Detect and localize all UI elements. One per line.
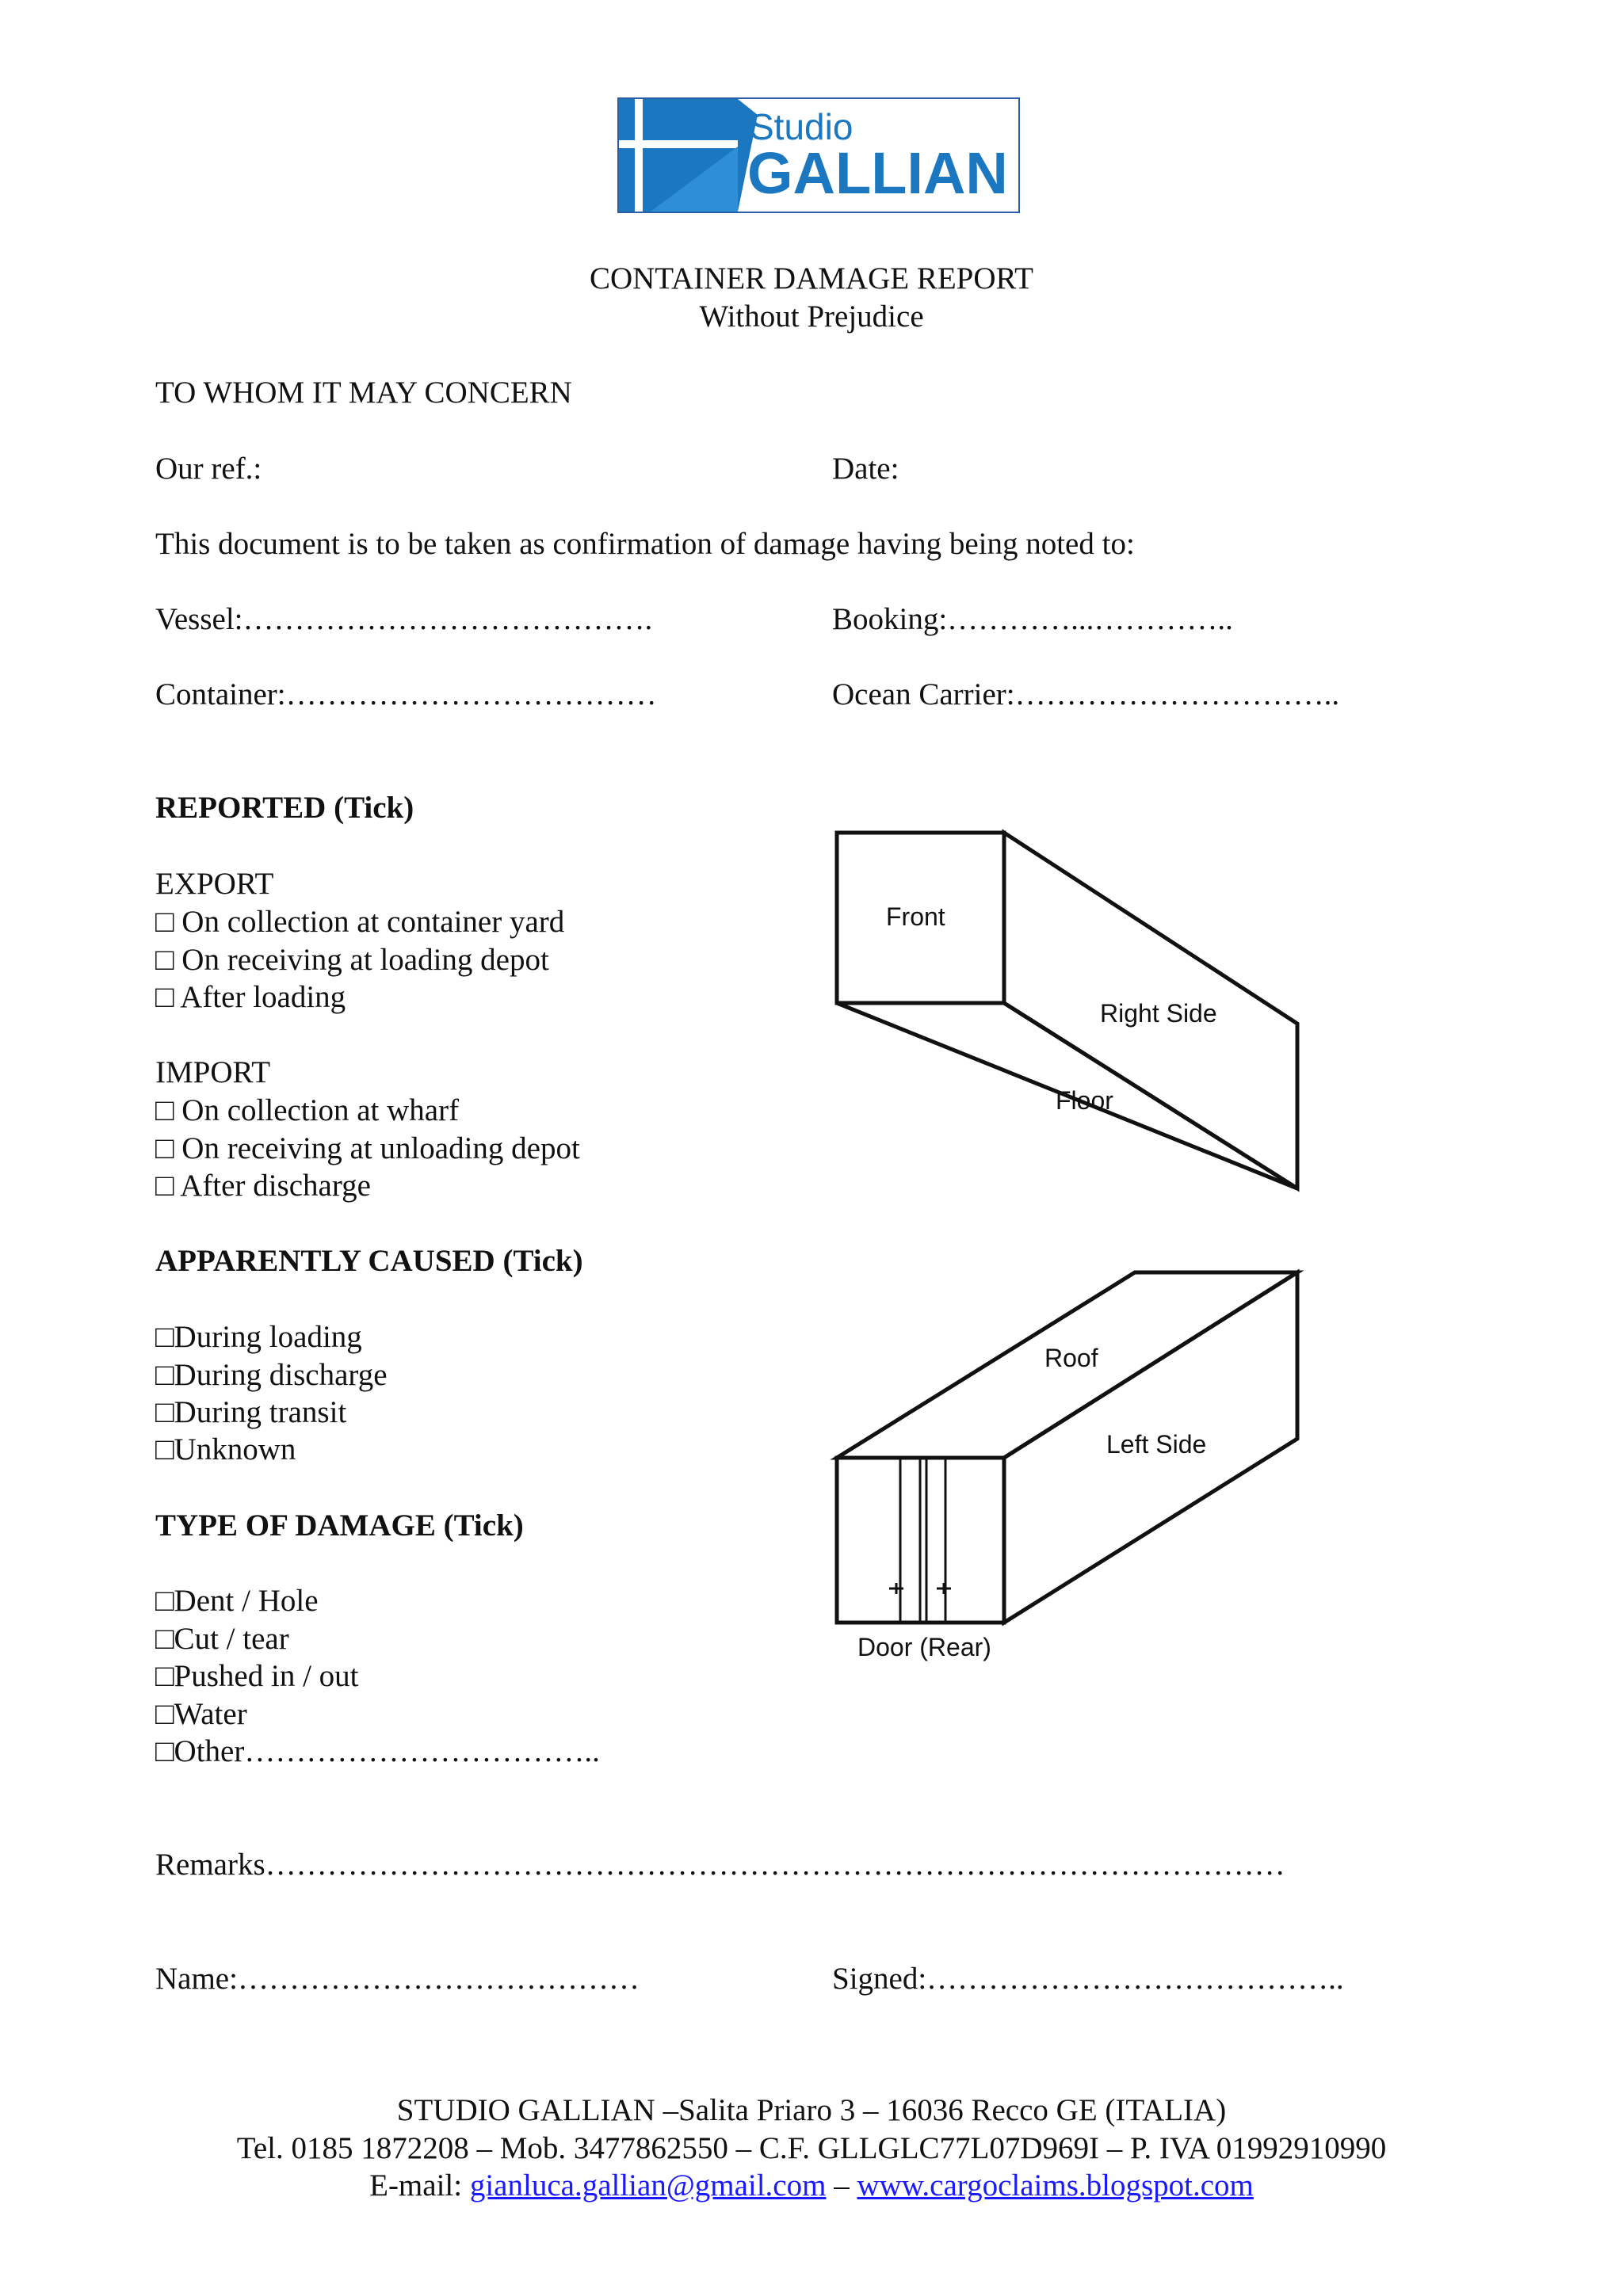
checkbox-other[interactable]: □Other…………………………….. — [155, 1734, 600, 1768]
ocean-carrier-field[interactable]: Ocean Carrier:………………………….. — [832, 677, 1340, 711]
our-ref-field[interactable]: Our ref.: — [155, 452, 262, 486]
reported-heading-label: REPORTED — [155, 791, 327, 825]
remarks-field[interactable]: Remarks……………………………………………………………………………………… — [155, 1848, 1285, 1882]
checkbox-import-collection[interactable]: □ On collection at wharf — [155, 1093, 460, 1127]
label-floor: Floor — [1056, 1086, 1113, 1115]
checkbox-unknown[interactable]: □Unknown — [155, 1432, 296, 1466]
intro-text: This document is to be taken as confirmation of damage having being noted to: — [155, 527, 1135, 561]
date-field[interactable]: Date: — [832, 452, 899, 486]
checkbox-during-loading[interactable]: □During loading — [155, 1320, 362, 1354]
checkbox-dent-hole[interactable]: □Dent / Hole — [155, 1584, 319, 1618]
website-link[interactable]: www.cargoclaims.blogspot.com — [857, 2168, 1254, 2203]
checkbox-during-discharge[interactable]: □During discharge — [155, 1358, 388, 1392]
logo-gallian-text: GALLIAN — [747, 140, 1008, 206]
label-door-rear: Door (Rear) — [857, 1633, 991, 1661]
report-subtitle: Without Prejudice — [699, 299, 924, 334]
diagram-door-details — [889, 1458, 951, 1623]
checkbox-cut-tear[interactable]: □Cut / tear — [155, 1622, 289, 1656]
checkbox-export-receiving[interactable]: □ On receiving at loading depot — [155, 943, 549, 977]
damage-heading — [155, 1507, 524, 1545]
checkbox-pushed[interactable]: □Pushed in / out — [155, 1659, 359, 1693]
report-title: CONTAINER DAMAGE REPORT — [589, 261, 1034, 296]
checkbox-import-receiving[interactable]: □ On receiving at unloading depot — [155, 1131, 580, 1165]
damage-tick-label: (Tick) — [435, 1508, 524, 1543]
damage-heading-label: TYPE OF DAMAGE — [155, 1508, 436, 1543]
label-front: Front — [886, 902, 945, 931]
export-label: EXPORT — [155, 867, 274, 901]
checkbox-during-transit[interactable]: □During transit — [155, 1395, 347, 1429]
label-roof: Roof — [1044, 1344, 1098, 1372]
import-label: IMPORT — [155, 1055, 271, 1089]
checkbox-export-after-loading[interactable]: □ After loading — [155, 980, 346, 1014]
footer-contacts: Tel. 0185 1872208 – Mob. 3477862550 – C.F. GLLGLC77L07D969I – P. IVA 01992910990 — [236, 2131, 1387, 2165]
footer-address: STUDIO GALLIAN –Salita Priaro 3 – 16036 Recco GE (ITALIA) — [396, 2093, 1227, 2127]
signed-field[interactable]: Signed:………………………………….. — [832, 1962, 1344, 1996]
reported-tick-label: (Tick) — [326, 791, 414, 825]
caused-heading — [155, 1242, 583, 1280]
checkbox-export-collection[interactable]: □ On collection at container yard — [155, 905, 565, 939]
footer-email-prefix: E-mail: — [369, 2168, 470, 2203]
checkbox-water[interactable]: □Water — [155, 1697, 247, 1731]
logo-studio-text: Studio — [750, 106, 854, 147]
container-field[interactable]: Container:……………………………… — [155, 677, 657, 711]
footer-links — [0, 2167, 1623, 2205]
salutation: TO WHOM IT MAY CONCERN — [155, 376, 572, 410]
vessel-field[interactable]: Vessel:…………………………………. — [155, 602, 653, 636]
checkbox-import-after-discharge[interactable]: □ After discharge — [155, 1169, 371, 1203]
label-left-side: Left Side — [1106, 1430, 1207, 1459]
booking-field[interactable]: Booking:…………...………….. — [832, 602, 1233, 636]
studio-gallian-logo — [617, 97, 1020, 213]
email-link[interactable]: gianluca.gallian@gmail.com — [469, 2168, 827, 2203]
footer-separator: – — [826, 2168, 857, 2203]
label-right-side: Right Side — [1100, 999, 1217, 1028]
container-diagrams — [824, 824, 1316, 1680]
caused-tick-label: (Tick) — [495, 1244, 583, 1278]
caused-heading-label: APPARENTLY CAUSED — [155, 1244, 495, 1278]
name-field[interactable]: Name:………………………………… — [155, 1962, 640, 1996]
reported-heading — [155, 789, 414, 827]
